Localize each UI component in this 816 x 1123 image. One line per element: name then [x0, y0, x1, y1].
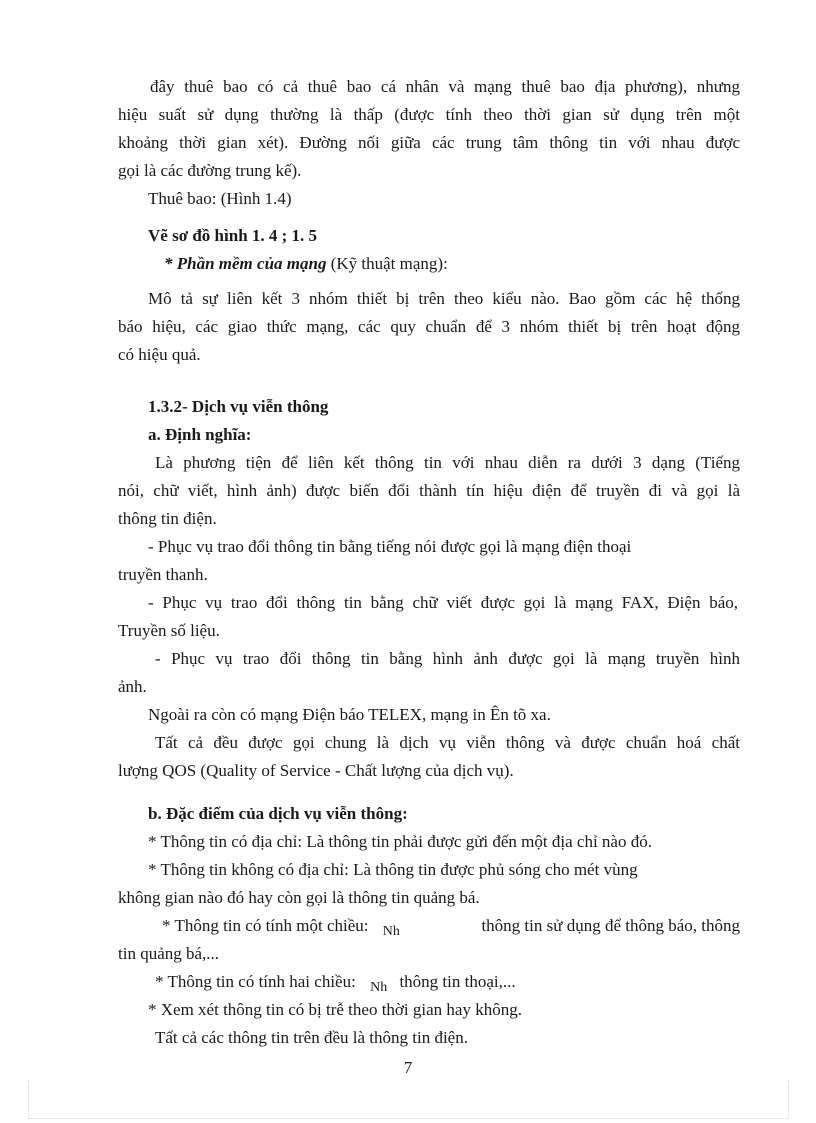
page-border-right: [788, 1080, 789, 1118]
feature4-prefix: * Thông tin có tính hai chiều:: [155, 972, 356, 991]
summary-line2: lượng QOS (Quality of Service - Chất lượng của dịch vụ).: [118, 761, 514, 780]
page-border-left: [28, 1080, 29, 1118]
bullet1-line2: truyền thanh.: [118, 565, 208, 584]
para1-line4: gọi là các đường trung kế).: [118, 161, 302, 180]
page-number: 7: [403, 1058, 413, 1077]
para3-line1: Là phương tiện để liên kết thông tin với nhau diễn ra dưới 3 dạng (Tiếng: [155, 453, 740, 472]
bullet1-line1: - Phục vụ trao đổi thông tin bằng tiếng nói được gọi là mạng điện thoại: [148, 537, 632, 556]
features-heading: b. Đặc điểm của dịch vụ viễn thông:: [148, 804, 408, 823]
para3-line3: thông tin điện.: [118, 509, 217, 528]
para1-line2: hiệu suất sử dụng thường là thấp (được tính theo thời gian sử dụng trên một: [118, 105, 740, 124]
feature3-suffix: thông tin sử dụng để thông báo, thông: [481, 916, 740, 935]
para1-line3: khoảng thời gian xét). Đường nối giữa các trung tâm thông tin với nhau được: [118, 133, 740, 152]
software-line: [164, 254, 448, 274]
section-heading: 1.3.2- Dịch vụ viễn thông: [148, 397, 329, 416]
feature1: * Thông tin có địa chỉ: Là thông tin phải được gửi đến một địa chỉ nào đó.: [148, 832, 652, 851]
bullet3-line2: ảnh.: [118, 677, 147, 696]
feature4-suffix: thông tin thoại,...: [399, 972, 516, 991]
bullet3-line1: - Phục vụ trao đổi thông tin bằng hình ảnh được gọi là mạng truyền hình: [155, 649, 740, 668]
para2-line2: báo hiệu, các giao thức mạng, các quy chuẩn để 3 nhóm thiết bị trên hoạt động: [118, 317, 740, 336]
software-label: * Phần mềm của mạng: [164, 254, 327, 273]
bullet2-line2: Truyền số liệu.: [118, 621, 220, 640]
draw-diagram-heading: Vẽ sơ đồ hình 1. 4 ; 1. 5: [148, 226, 318, 245]
feature2-line2: không gian nào đó hay còn gọi là thông tin quảng bá.: [118, 888, 480, 907]
bullet2-line1: - Phục vụ trao đổi thông tin bằng chữ viết được gọi là mạng FAX, Điện báo,: [148, 593, 738, 612]
software-suffix: (Kỹ thuật mạng):: [326, 254, 448, 273]
feature3-nh: Nh: [382, 924, 400, 939]
para2-line1: Mô tả sự liên kết 3 nhóm thiết bị trên theo kiểu nào. Bao gồm các hệ thống: [148, 289, 740, 308]
feature3-line2: tin quảng bá,...: [118, 944, 220, 963]
other-line: Ngoài ra còn có mạng Điện báo TELEX, mạng in Ên tõ xa.: [148, 705, 551, 724]
definition-heading: a. Định nghĩa:: [148, 425, 252, 444]
feature6: Tất cả các thông tin trên đều là thông tin điện.: [155, 1028, 468, 1047]
feature4-nh: Nh: [370, 980, 388, 995]
para1-line1: đây thuê bao có cả thuê bao cá nhân và mạng thuê bao địa phương), nhưng: [150, 77, 740, 96]
para3-line2: nói, chữ viết, hình ảnh) được biến đổi thành tín hiệu điện để truyền đi và gọi là: [118, 481, 740, 500]
page-border-bottom: [28, 1118, 788, 1119]
summary-line1: Tất cả đều được gọi chung là dịch vụ viễn thông và được chuẩn hoá chất: [155, 733, 740, 752]
feature3-line1: [162, 916, 740, 938]
feature2-line1: * Thông tin không có địa chỉ: Là thông tin được phủ sóng cho mét vùng: [148, 860, 638, 879]
para2-line3: có hiệu quả.: [118, 345, 201, 364]
feature5: * Xem xét thông tin có bị trễ theo thời gian hay không.: [148, 1000, 522, 1019]
feature4-line: [155, 972, 516, 994]
subscriber-line: Thuê bao: (Hình 1.4): [148, 189, 292, 208]
feature3-prefix: * Thông tin có tính một chiều:: [162, 916, 369, 935]
